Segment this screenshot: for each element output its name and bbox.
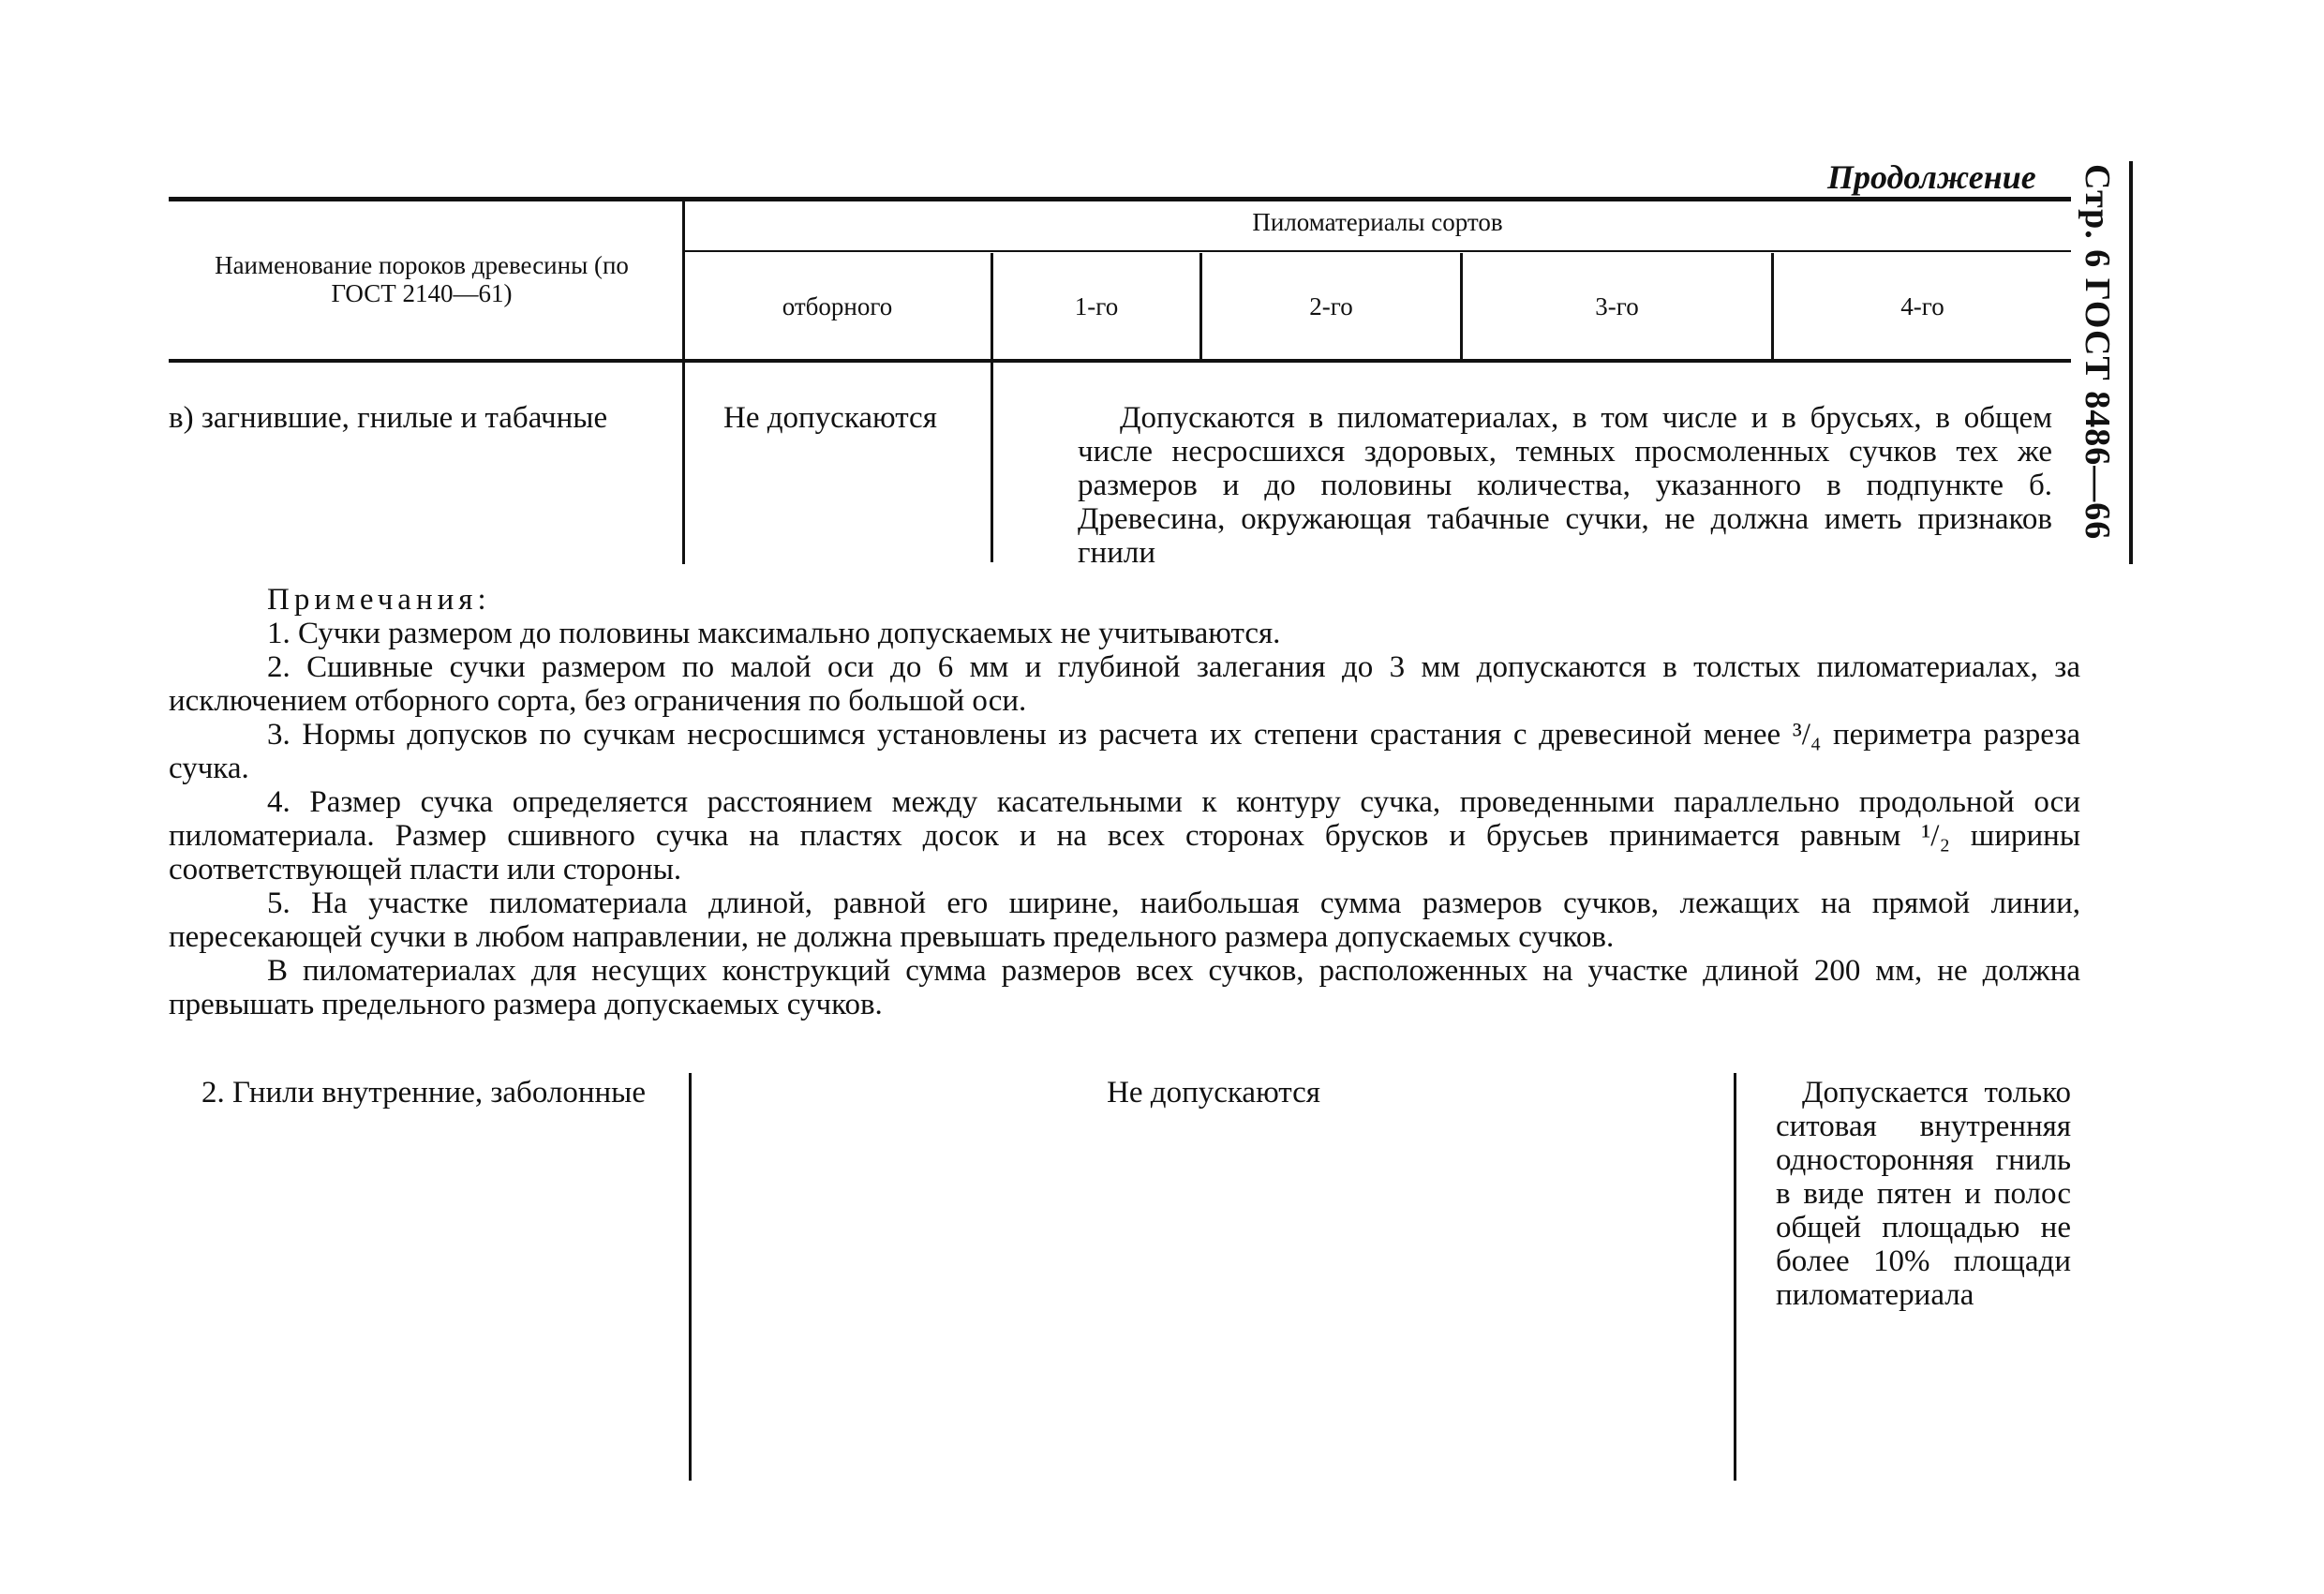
header-bottom-rule [169,359,2071,363]
note-2: 2. Сшивные сучки размером по малой оси до 6 мм и глубиной залегания до 3 мм допускаются в толстых пиломатериалах, за исключением отборного сорта, без ограничения по большой оси. [169,650,2080,718]
header-grade-1: 1-го [1074,292,1119,320]
row2-grades-0-3: Не допускаются [1107,1076,1320,1110]
header-grade-4: 4-го [1900,292,1944,320]
side-rule [2129,161,2133,564]
header-grade-2: 2-го [1309,292,1353,320]
note-5: 5. На участке пиломатериала длиной, равной его ширине, наибольшая сумма размеров сучков, лежащих на прямой линии, пересекающей сучки в любом направлении, не должна превышать предельного размера допускаемых сучков. [169,886,2080,954]
table-top-rule [169,197,2071,201]
notes-title: Примечания: [267,583,491,617]
header-group-rule [684,250,2071,252]
col-divider-1 [682,199,685,564]
header-grade-3: 3-го [1595,292,1639,320]
side-page-header: Стр. 6 ГОСТ 8486—66 [2078,164,2117,541]
row2-divider-1 [689,1073,692,1481]
row2-defect-name: 2. Гнили внутренние, заболонные [201,1076,647,1110]
row2-divider-2 [1734,1073,1736,1481]
note-load-bearing: В пиломатериалах для несущих конструкций сумма размеров всех сучков, расположенных на участке длиной 200 мм, не должна превышать предельного размера допускаемых сучков. [169,954,2080,1021]
note-4: 4. Размер сучка определяется расстоянием между касательными к контуру сучка, проведенными параллельно продольной оси пиломатериала. Размер сшивного сучка на пластях досок и на всех сторонах брусков и брусьев принимается равным ¹/₂ ширины соответствующей пласти или стороны. [169,785,2080,886]
notes-block [169,583,2080,1021]
continuation-label: Продолжение [1827,158,2036,196]
header-grade-select: отборного [782,292,893,320]
note-3: 3. Нормы допусков по сучкам несросшимся установлены из расчета их степени срастания с древесиной менее ³/₄ периметра разреза сучка. [169,718,2080,785]
note-1: 1. Сучки размером до половины максимально допускаемых не учитываются. [267,617,1281,650]
row-v-defect-name: в) загнившие, гнилые и табачные [169,401,608,435]
header-defect-name: Наименование пороков древесины (по ГОСТ 2140—61) [215,251,629,307]
row2-grade-4: Допускается только ситовая внутренняя односторонняя гниль в виде пятен и полос общей площадью не более 10% площади пиломатериала [1776,1076,2071,1312]
row-v-other-grades: Допускаются в пиломатериалах, в том числе и в брусьях, в общем числе несросшихся здоровых, темных просмоленных сучков тех же размеров и до половины количества, указанного в подпункте б. Древесина, окружающая табачные сучки, не должна иметь признаков гнили [1078,401,2052,570]
header-grades-group: Пиломатериалы сортов [1252,208,1503,236]
row-v-select-grade: Не допускаются [723,401,937,435]
